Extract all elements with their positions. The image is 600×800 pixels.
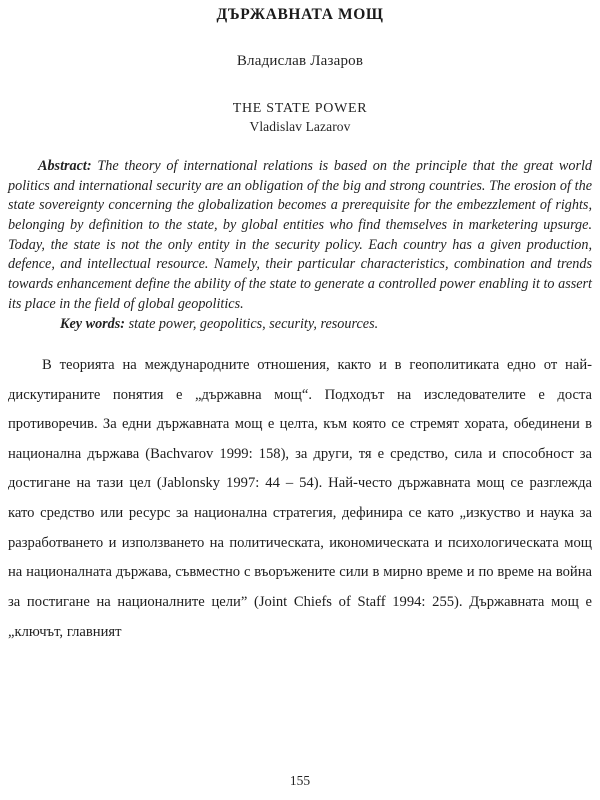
body-paragraph-1: В теорията на международните отношения, както и в геополитиката едно от най-дискутираните понятия е „държавна мощ“. Подходът на изследователите е доста противоречив. За едни държавната мощ е целта, към която се стремят хората, обединени в национална държава (Bachvarov 1999: 158), за други, тя е средство, сила и способност за достигане на тази цел (Jablonsky 1997: 44 – 54). Най-често държавната мощ се разглежда като средство или ресурс за национална стратегия, дефинира се като „изкуство и наука за разработването и използването на политическата, икономическата и психологическата мощ на националната държава, съвместно с въоръжените сили в мирно време и по време на война за постигане на националните цели” (Joint Chiefs of Staff 1994: 255). Държавната мощ е „ключът, главният — [8, 356, 592, 640]
page-number: 155 — [289, 773, 311, 788]
author-name-english: Vladislav Lazarov — [249, 119, 351, 135]
abstract-label: Abstract: — [38, 157, 92, 174]
page-content — [8, 0, 592, 647]
keywords-text: state power, geopolitics, security, resources. — [125, 316, 379, 333]
keywords-label: Key words: — [60, 316, 126, 333]
author-name-bulgarian: Владислав Лазаров — [236, 52, 364, 69]
page-title: ДЪРЖАВНАТА МОЩ — [216, 6, 384, 23]
keywords-line — [8, 315, 592, 335]
abstract-paragraph — [8, 157, 592, 314]
english-title: THE STATE POWER — [232, 100, 368, 116]
abstract-text: The theory of international relations is based on the principle that the great world politics and international security are an obligation of the big and strong countries. The erosion of the state sovereignty concerning the globalization becomes a prerequisite for the embezzlement of rights, belonging by definition to the state, by global entities who find themselves in marketering upsurge. Today, the state is not the only entity in the security policy. Each country has a given production, defence, and intellectual resource. Namely, their particular characteristics, combination and trends towards enhancement define the ability of the state to generate a controlled power enabling it to assert its place in the field of global geopolitics. — [8, 157, 592, 312]
